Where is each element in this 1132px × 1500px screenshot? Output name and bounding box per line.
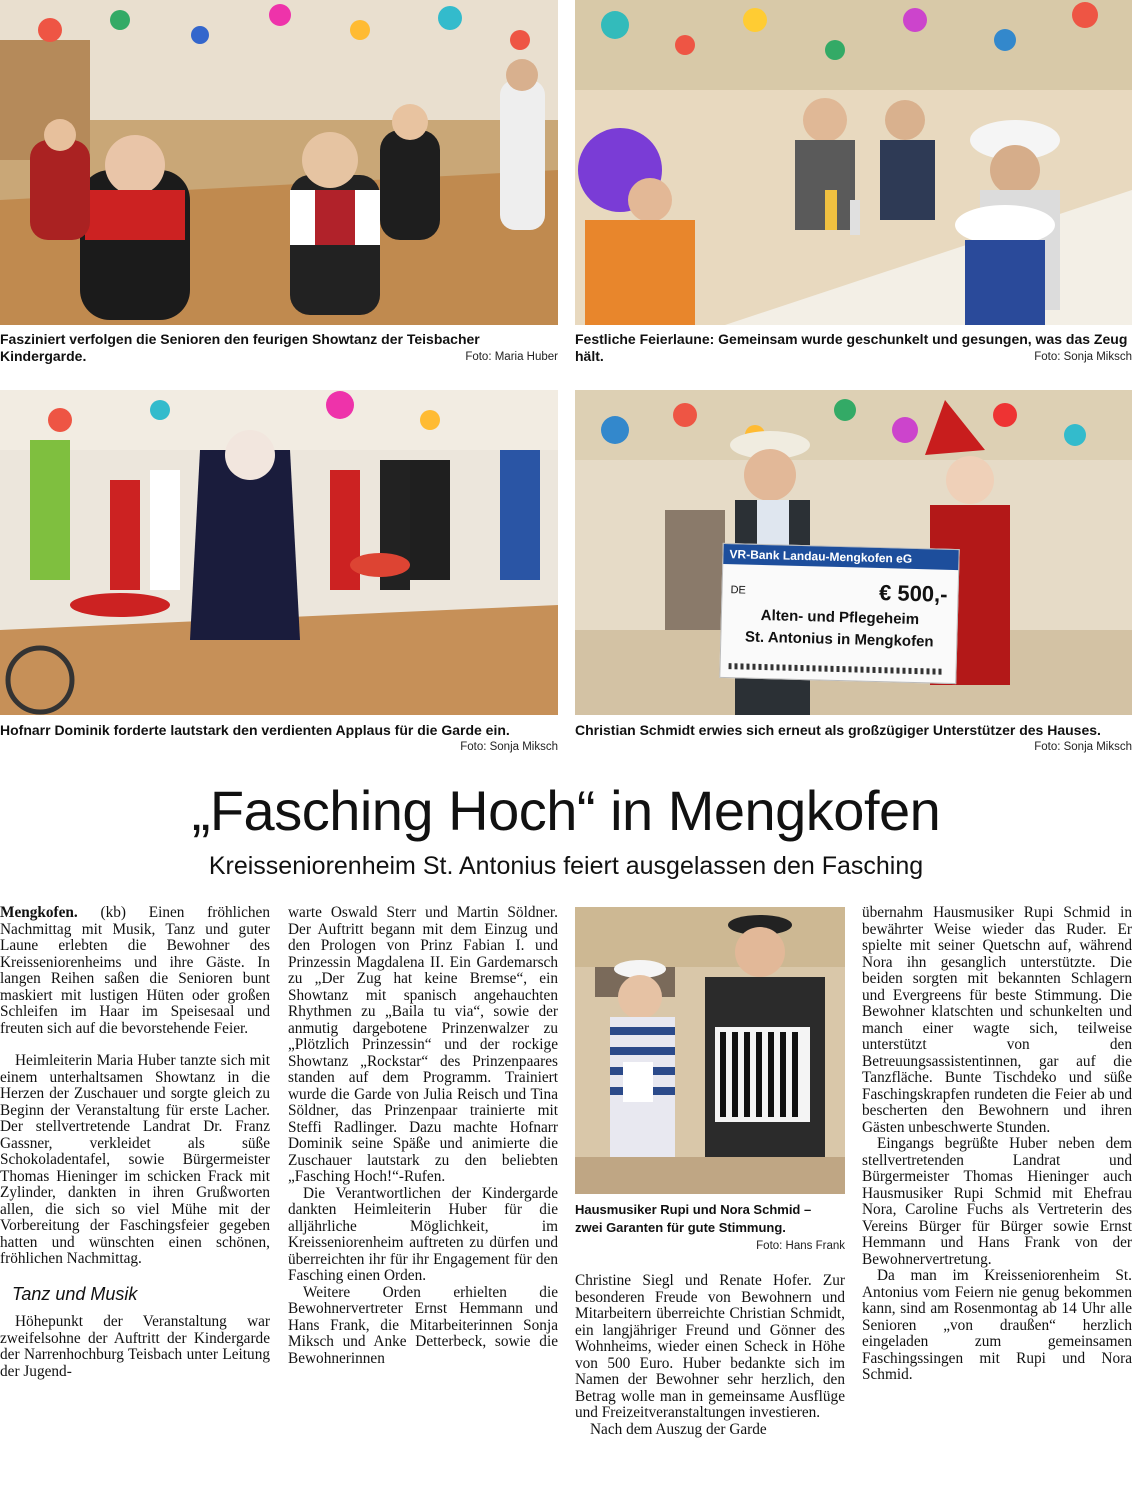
- article-column-1: [0, 905, 270, 1380]
- photo4-caption: Christian Schmidt erwies sich erneut als großzügiger Unterstützer des Hauses.: [575, 722, 1101, 738]
- col4-paragraph-3: Da man im Kreisseniorenheim St. Antonius vom Feiern nie genug bekommen kann, sind am Rosenmontag ab 14 Uhr alle Senioren „von draußen“ herzlich eingeladen zum gemeinsamen Faschingssingen mit Rupi und Nora Schmid.: [862, 1267, 1132, 1383]
- headline: „Fasching Hoch“ in Mengkofen: [191, 779, 941, 842]
- photo3-caption: Hofnarr Dominik forderte lautstark den verdienten Applaus für die Garde ein.: [0, 722, 510, 738]
- photo-hausmusiker: [575, 907, 845, 1194]
- cheque-codeline: [729, 663, 944, 675]
- col2-paragraph-1: warte Oswald Sterr und Martin Söldner. Der Auftritt begann mit dem Einzug und den Prologen von Prinz Fabian I. und Prinzessin Magdalena II. Ein Gardemarsch zu „Der Zug hat keine Bremse“, ein Showtanz mit spanisch angehauchten Rhythmen zu „Baila tu via“, sowie der anmutig dargebotene Prinzenwalzer zu „Plötzlich Prinzessin“ und der rockige Showtanz „Rockstar“ des Prinzenpaares standen auf dem Programm. Trainiert wurde die Garde von Julia Reisch und Tina Söldner, das Prinzenpaar trainierte mit Steffi Radlinger. Dazu machte Hofnarr Dominik seine Späße und animierte die Zuschauer lautstark zu den beliebten „Fasching Hoch!“-Rufen.: [288, 904, 558, 1185]
- article-column-2: [288, 905, 558, 1367]
- dateline: Mengkofen.: [0, 904, 78, 921]
- col2-paragraph-2: Die Verantwortlichen der Kindergarde dankten Heimleiterin Huber für die alljährliche Möglichkeit, im Kreisseniorenheim auftreten zu dürfen und überreichten ihr für ihr Engagement für den Fasching einen Orden.: [288, 1184, 558, 1284]
- col2-paragraph-3: Weitere Orden erhielten die Bewohnervertreter Ernst Hemmann und Hans Frank, die Mitarbeiterinnen Sonja Miksch und Anke Detterbeck, sowie die Bewohnerinnen: [288, 1283, 558, 1367]
- photo5-caption-line1: Hausmusiker Rupi und Nora Schmid –: [575, 1202, 812, 1217]
- col3-paragraph-1: Christine Siegl und Renate Hofer. Zur besonderen Freude von Bewohnern und Mitarbeitern überreichte Christian Schmidt, ein langjähriger Freund und Gönner des Wohnheims, wieder einen Scheck in Höhe von 500 Euro. Huber bedankte sich im Namen der Bewohner sehr herzlich, den Betrag wolle man in gemeinsame Ausflüge und Freizeitveranstaltungen investieren.: [575, 1272, 845, 1421]
- article-column-3: [575, 1273, 845, 1438]
- col1-paragraph-1: (kb) Einen fröhlichen Nachmittag mit Musik, Tanz und guter Laune erlebten die Bewohner des Kreisseniorenheims und ihre Gäste. In langen Reihen saßen die Senioren bunt maskiert mit lustigen Hüten oder großen Schleifen im Haar im Speisesaal und freuten sich auf die bevorstehende Feier.: [0, 904, 270, 1037]
- cheque-amount: € 500,-: [878, 580, 948, 607]
- col3-paragraph-2: Nach dem Auszug der Garde: [590, 1420, 767, 1438]
- photo4-credit: Foto: Sonja Miksch: [1034, 741, 1132, 753]
- cheque-country: DE: [730, 584, 747, 597]
- subheadline: Kreisseniorenheim St. Antonius feiert ausgelassen den Fasching: [208, 852, 924, 880]
- photo2-credit: Foto: Sonja Miksch: [1034, 351, 1132, 363]
- photo-scheckuebergabe: [575, 390, 1132, 715]
- photo5-credit: Foto: Hans Frank: [756, 1240, 845, 1252]
- cheque-payee-line2: St. Antonius in Mengkofen: [744, 628, 934, 651]
- cheque-payee-line1: Alten- und Pflegeheim: [760, 606, 920, 629]
- photo1-credit: Foto: Maria Huber: [465, 351, 558, 363]
- photo-showtanz-kindergarde: [0, 0, 558, 325]
- cheque: [719, 543, 959, 684]
- photo1-caption: Fasziniert verfolgen die Senioren den feurigen Showtanz der Teisbacher Kindergarde.: [0, 331, 480, 364]
- col4-paragraph-2: Eingangs begrüßte Huber neben dem stellvertretenden Landrat und Bürgermeister Thomas Hieninger auch Hausmusiker Rupi Schmid mit Ehefrau Nora, Caroline Fuchs als Vertreterin des Vereins Bürger für Bürger sowie Ernst Hemmann und Hans Frank von der Bewohnervertretung.: [862, 1135, 1132, 1268]
- col4-paragraph-1: übernahm Hausmusiker Rupi Schmid in bewährter Weise wieder das Ruder. Er spielte mit seiner Quetschn auf, während Nora ihn gesanglich unterstützte. Die beiden sorgten mit bekannten Schlagern und Evergreens für beste Stimmung. Die Bewohner klatschten und schunkelten und manch einer wagte sich, teilweise unterstützt von den Betreuungsassistentinnen, gar auf die Tanzfläche. Bunte Tischdeko und süße Faschingskrapfen rundeten die Feier ab und bescherten den Bewohnern und ihren Gästen unbeschwerte Stunden.: [862, 904, 1132, 1136]
- photo3-credit: Foto: Sonja Miksch: [460, 741, 558, 753]
- photo-hofnarr: [0, 390, 558, 715]
- photo2-caption: Festliche Feierlaune: Gemeinsam wurde geschunkelt und gesungen, was das Zeug hält.: [575, 331, 1128, 364]
- col1-paragraph-3: Höhepunkt der Veranstaltung war zweifelsohne der Auftritt der Kindergarde der Narrenhochburg Teisbach unter Leitung der Jugend-: [0, 1313, 270, 1380]
- article-column-4: [862, 905, 1132, 1384]
- photo5-caption-line2: zwei Garanten für gute Stimmung.: [575, 1220, 786, 1235]
- cheque-bank: VR-Bank Landau-Mengkofen eG: [723, 544, 958, 570]
- col1-paragraph-2: Heimleiterin Maria Huber tanzte sich mit einem unterhaltsamen Showtanz in die Herzen der Zuschauer und sorgte gleich zu Beginn der Veranstaltung für erste Lacher. Der stellvertretende Landrat Dr. Franz Gassner, verkleidet als süße Schokoladentafel, sowie Bürgermeister Thomas Hieninger im schicken Frack mit Zylinder, dankten in ihren Grußworten allen, die sich so viel Mühe mit der Vorbereitung der Faschingsfeier gegeben hatten und wünschten einen schönen, fröhlichen Nachmittag.: [0, 1052, 270, 1267]
- photo-feierlaune: [575, 0, 1132, 325]
- subheading-tanz-und-musik: Tanz und Musik: [12, 1283, 138, 1304]
